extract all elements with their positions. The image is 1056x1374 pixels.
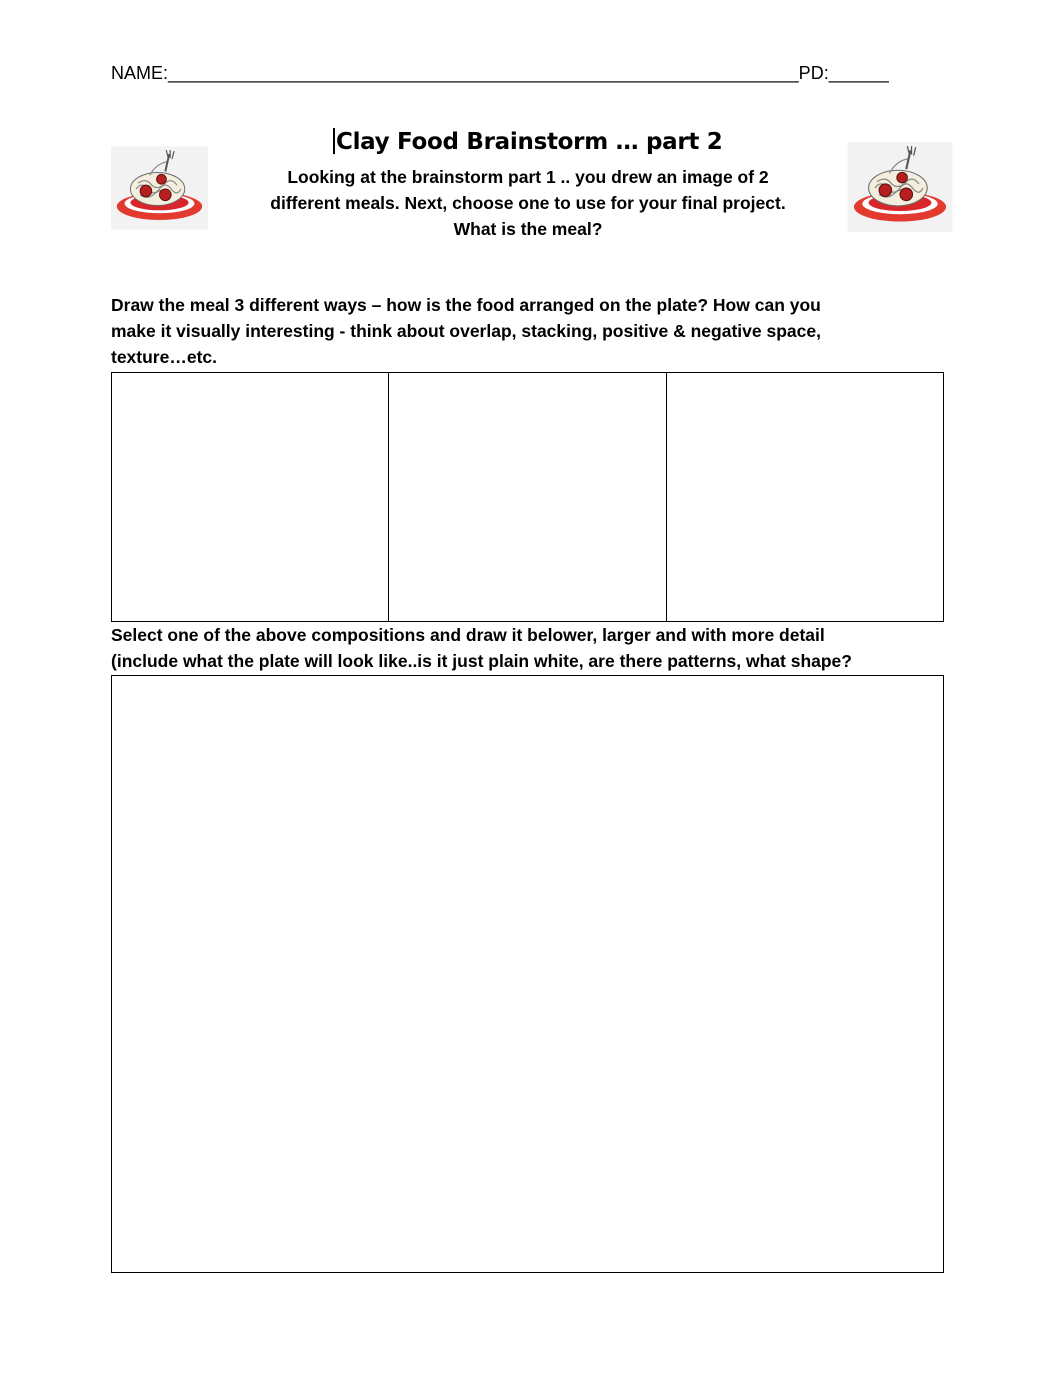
spaghetti-plate-icon — [111, 146, 208, 230]
subtitle-line: Looking at the brainstorm part 1 .. you drew an image of 2 — [287, 167, 769, 187]
subtitle — [220, 164, 836, 242]
spaghetti-plate-icon — [847, 142, 953, 232]
page-title-text: Clay Food Brainstorm … part 2 — [335, 129, 723, 155]
drawing-box-2[interactable] — [389, 373, 666, 621]
instructions-three-ways — [111, 292, 941, 370]
name-period-line[interactable]: NAME:_______________________________________________________________PD:______ — [111, 63, 889, 83]
detailed-drawing-box[interactable] — [111, 675, 944, 1273]
instructions-detailed-drawing — [111, 622, 941, 674]
drawing-box-1[interactable] — [112, 373, 389, 621]
instruction-line: (include what the plate will look like..is it just plain white, are there patterns, what shape? — [111, 651, 852, 671]
instruction-line: make it visually interesting - think about overlap, stacking, positive & negative space, — [111, 321, 821, 341]
instruction-line: texture…etc. — [111, 347, 218, 367]
subtitle-line: What is the meal? — [453, 219, 603, 239]
instruction-line: Draw the meal 3 different ways – how is the food arranged on the plate? How can you — [111, 295, 821, 315]
text-cursor — [333, 128, 335, 154]
drawing-grid — [111, 372, 944, 622]
drawing-box-3[interactable] — [667, 373, 943, 621]
subtitle-line: different meals. Next, choose one to use for your final project. — [270, 193, 786, 213]
instruction-line: Select one of the above compositions and draw it belower, larger and with more detail — [111, 625, 825, 645]
